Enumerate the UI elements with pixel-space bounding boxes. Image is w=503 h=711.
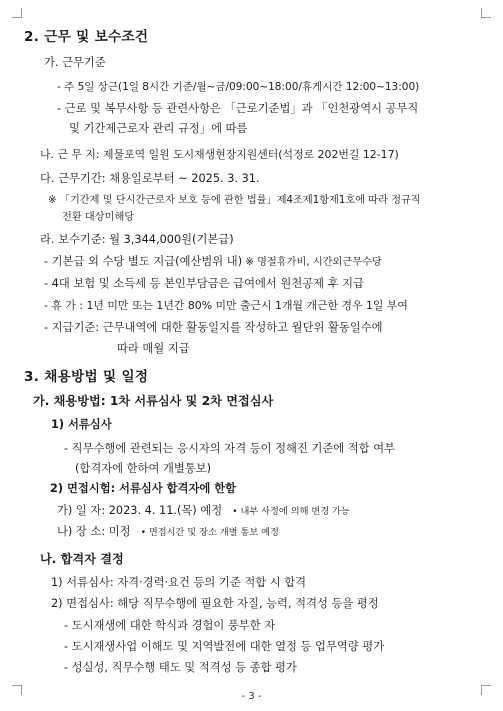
document-review-title: 1) 서류심사 (51, 418, 112, 431)
interview-date: 가) 일 자: 2023. 4. 11.(목) 예정 (57, 504, 223, 517)
work-hours: - 주 5일 상근(1일 8시간 기준/월~금/09:00~18:00/휴게시간 12:00~13:00) (57, 81, 420, 93)
crop-mark-top-right (481, 8, 491, 18)
section-2-title: 2. 근무 및 보수조건 (24, 29, 149, 45)
pay-criteria-line2: 따라 매월 지급 (117, 342, 190, 355)
interview-date-note: • 내부 사정에 의해 변경 가능 (232, 506, 350, 517)
leave-line: - 휴 가 : 1년 미만 또는 1년간 80% 미만 출근시 1개월 개근한 경우 1일 부여 (44, 299, 408, 312)
interview-date-line (57, 504, 350, 519)
interview-place-note: • 면접시간 및 장소 개별 통보 예정 (140, 527, 279, 538)
crop-mark-top-left (12, 8, 22, 18)
allowance-note: ※ 명절휴가비, 시간외근무수당 (242, 257, 382, 268)
document-review-line1: - 직무수행에 관련되는 응시자의 자격 등이 정해진 기준에 적합 여부 (64, 442, 396, 455)
work-rules-line1: - 근로 및 복무사항 등 관련사항은 「근로기준법」과 「인천광역시 공무직 (57, 102, 419, 115)
criteria-attitude: - 성실성, 직무수행 태도 및 적격성 등 종합 평가 (64, 661, 297, 674)
interview-title: 2) 면접시험: 서류심사 합격자에 한함 (50, 482, 237, 495)
work-rules-line2: 및 기간제근로자 관리 규정」에 따름 (69, 122, 248, 135)
page-number: - 3 - (241, 691, 262, 702)
work-standard-label: 가. 근무기준 (44, 56, 106, 69)
insurance-line: - 4대 보험 및 소득세 등 본인부담금은 급여에서 원천공제 후 지급 (44, 277, 364, 290)
section-3-title: 3. 채용방법 및 일정 (24, 369, 149, 385)
interview-place-line (57, 525, 279, 540)
work-location: 나. 근 무 지: 제물포역 일원 도시재생현장지원센터(석정로 202번길 12-17) (40, 148, 399, 161)
work-period: 다. 근무기간: 채용일로부터 ~ 2025. 3. 31. (40, 172, 260, 185)
criteria-competency: - 도시재생사업 이해도 및 지역발전에 대한 열정 등 업무역량 평가 (64, 640, 385, 653)
pass-decision-title: 나. 합격자 결정 (40, 552, 124, 566)
interview-place: 나) 장 소: 미정 (57, 525, 131, 538)
pass-document-criteria: 1) 서류심사: 자격·경력·요건 등의 기준 적합 시 합격 (51, 576, 307, 589)
criteria-knowledge: - 도시재생에 대한 학식과 경험이 풍부한 자 (64, 619, 276, 632)
note-line1: ※ 「기간제 및 단시간근로자 보호 등에 관한 법률」제4조제1항제1호에 따라 정규직 (48, 195, 421, 206)
pass-interview-criteria: 2) 면접심사: 해당 직무수행에 필요한 자질, 능력, 적격성 등을 평정 (51, 597, 379, 610)
pay-standard: 라. 보수기준: 월 3,344,000원(기본급) (40, 233, 234, 246)
document-review-line2: (합격자에 한하여 개별통보) (75, 462, 212, 475)
pay-criteria-line1: - 지급기준: 근무내역에 대한 활동일지를 작성하고 월단위 활동일수에 (44, 321, 383, 334)
allowance-main: - 기본급 외 수당 별도 지급(예산범위 내) (44, 255, 243, 268)
allowance-line (44, 255, 382, 270)
recruit-method-title: 가. 채용방법: 1차 서류심사 및 2차 면접심사 (33, 394, 274, 408)
note-line2: 전환 대상미해당 (62, 212, 135, 223)
